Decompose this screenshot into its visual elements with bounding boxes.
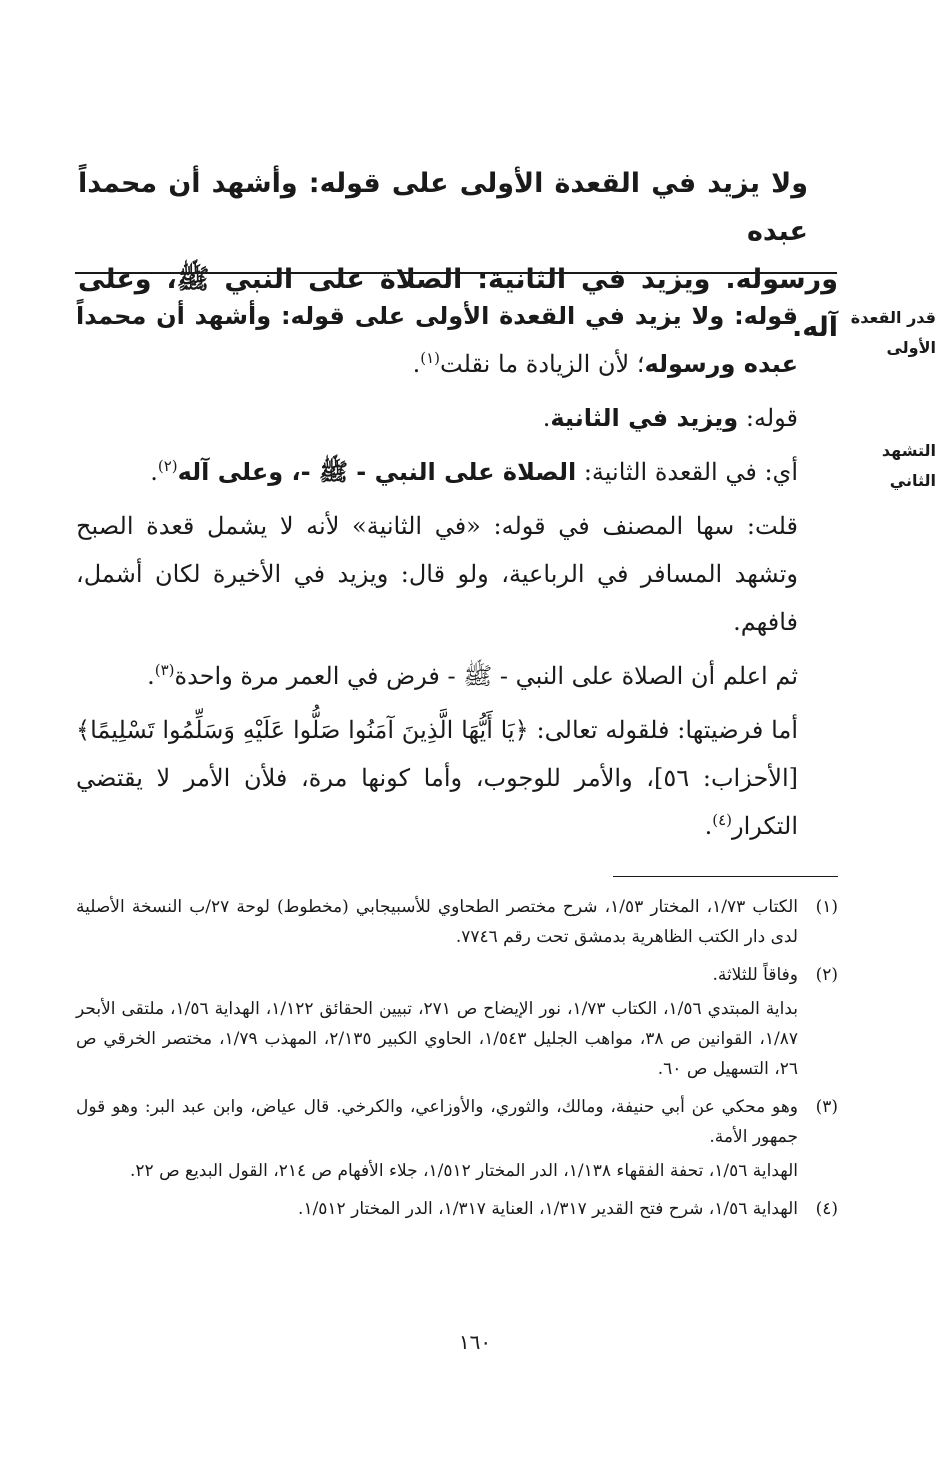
footnote-number: (٤) [815,1199,838,1219]
commentary-text [76,292,838,856]
footnote [76,892,838,956]
footnote-number: (٣) [815,1097,838,1117]
footnote-text: الهداية ١/٥٦، تحفة الفقهاء ١/١٣٨، الدر المختار ١/٥١٢، جلاء الأفهام ص ٢١٤، القول البديع ص ٢٢. [130,1161,798,1181]
margin-note: التشهد الثاني [881,441,936,490]
footnote-number: (٢) [815,965,838,985]
quoted-matn: ويزيد في الثانية [550,404,739,432]
matn-divider [75,272,837,274]
commentary-paragraph: قوله: ولا يزيد في القعدة الأولى على قوله: وأشهد أن محمداً عبده ورسوله؛ لأن الزيادة ما نقلت$^{(١)}$. [76,302,798,378]
footnote [76,960,838,1088]
margin-note: قدر القعدة الأولى [850,308,936,357]
footnote-text: وفاقاً للثلاثة. [712,965,798,985]
footnote-ref: (٣) [154,661,175,679]
commentary-paragraph: أي: في القعدة الثانية: الصلاة على النبي - ﷺ -، وعلى آله$^{(٢)}$. [150,457,798,486]
commentary-paragraph: أما فرضيتها: فلقوله تعالى: ﴿يَا أَيُّهَا الَّذِينَ آمَنُوا صَلُّوا عَلَيْهِ وَسَلِّمُوا تَسْلِيمًا﴾ [الأحزاب: ٥٦]، والأمر للوجوب، وأما كونها مرة، فلأن الأمر لا يقتضي التكرار$^{(٤)}$. [76,716,798,840]
footnote-divider [613,876,838,877]
footnote-text: وهو محكي عن أبي حنيفة، ومالك، والثوري، والأوزاعي، والكرخي. قال عياض، وابن عبد البر: وهو قول جمهور الأمة. [76,1097,798,1147]
matn-line: ولا يزيد في القعدة الأولى على قوله: وأشهد أن محمداً عبده [78,168,808,247]
commentary-paragraph: ثم اعلم أن الصلاة على النبي - ﷺ - فرض في العمر مرة واحدة$^{(٣)}$. [147,661,798,690]
footnote-number: (١) [815,897,838,917]
footnote [76,1194,838,1228]
quoted-matn: قوله: ولا يزيد في القعدة الأولى على قوله: وأشهد أن محمداً عبده ورسوله [76,302,798,378]
footnote [76,1092,838,1190]
footnote-text: الهداية ١/٥٦، شرح فتح القدير ١/٣١٧، العناية ١/٣١٧، الدر المختار ١/٥١٢. [298,1199,798,1219]
footnotes [76,892,838,1232]
page-number: ١٦٠ [458,1330,492,1354]
footnote-text: الكتاب ١/٧٣، المختار ١/٥٣، شرح مختصر الطحاوي للأسبيجابي (مخطوط) لوحة ٢٧/ب النسخة الأصلية لدى دار الكتب الظاهرية بدمشق تحت رقم ٧٧٤٦. [76,897,798,947]
commentary-paragraph: قوله: ويزيد في الثانية. [542,404,798,432]
footnote-ref: (٤) [712,811,733,829]
footnote-ref: (٢) [157,457,178,475]
quoted-matn: الصلاة على النبي - ﷺ -، وعلى آله [177,458,577,486]
footnote-ref: (١) [420,349,441,367]
footnote-text: بداية المبتدي ١/٥٦، الكتاب ١/٧٣، نور الإيضاح ص ٢٧١، تبيين الحقائق ١/١٢٢، الهداية ١/٥٦، ملتقى الأبحر ١/٨٧، القوانين ص ٣٨، مواهب الجليل ١/٥٤٣، الحاوي الكبير ٢/١٣٥، المهذب ١/٧٩، مختصر الخرقي ص ٢٦، التسهيل ص ٦٠. [76,999,798,1079]
matn-line: ورسوله. ويزيد في الثانية: الصلاة على النبي ﷺ، وعلى آله. [78,264,838,343]
commentary-paragraph: قلت: سها المصنف في قوله: «في الثانية» لأنه لا يشمل قعدة الصبح وتشهد المسافر في الرباعية، ولو قال: ويزيد في الأخيرة لكان أشمل، فافهم. [76,512,798,636]
